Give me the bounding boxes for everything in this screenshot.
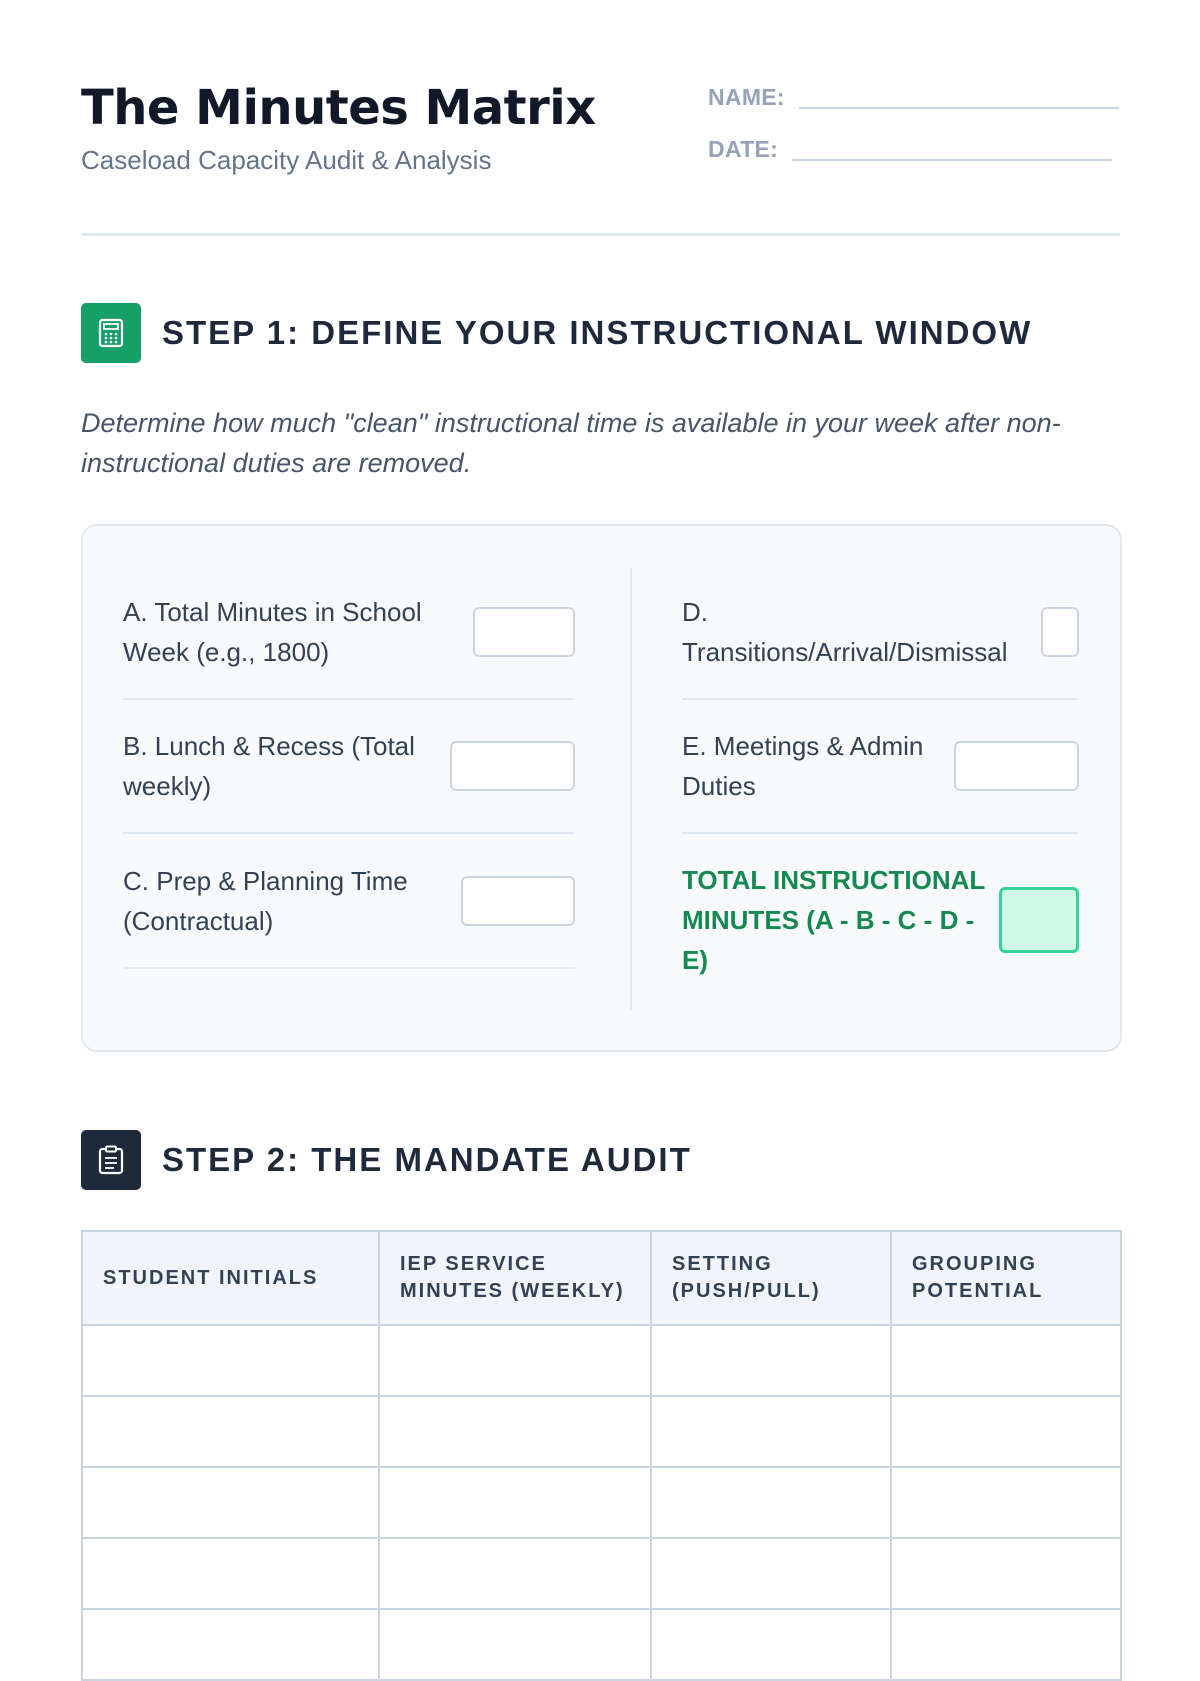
header-divider <box>81 233 1120 236</box>
table-cell[interactable] <box>82 1467 379 1538</box>
field-prep-planning <box>123 835 575 969</box>
table-cell[interactable] <box>82 1538 379 1609</box>
field-total-minutes-label: A. Total Minutes in School Week (e.g., 1800) <box>123 597 422 667</box>
field-lunch-recess <box>123 700 575 834</box>
table-cell[interactable] <box>379 1609 651 1680</box>
table-row <box>82 1538 1121 1609</box>
table-row <box>82 1396 1121 1467</box>
field-prep-planning-label: C. Prep & Planning Time (Contractual) <box>123 866 408 936</box>
step1-heading <box>81 303 1032 363</box>
table-cell[interactable] <box>891 1467 1121 1538</box>
page-title: The Minutes Matrix <box>81 80 596 136</box>
table-cell[interactable] <box>379 1325 651 1396</box>
date-field <box>708 136 1112 163</box>
field-meetings-admin-input[interactable] <box>954 741 1079 791</box>
mandate-audit-table <box>81 1230 1122 1681</box>
step1-title: STEP 1: DEFINE YOUR INSTRUCTIONAL WINDOW <box>162 314 1033 351</box>
page-subtitle: Caseload Capacity Audit & Analysis <box>81 145 492 175</box>
table-cell[interactable] <box>82 1609 379 1680</box>
table-cell[interactable] <box>651 1467 891 1538</box>
table-cell[interactable] <box>651 1325 891 1396</box>
date-label: DATE: <box>708 136 779 162</box>
field-lunch-recess-label: B. Lunch & Recess (Total weekly) <box>123 731 415 801</box>
table-cell[interactable] <box>82 1396 379 1467</box>
total-instructional-label: TOTAL INSTRUCTIONAL MINUTES (A - B - C - D - E) <box>682 865 985 975</box>
field-transitions-input[interactable] <box>1041 607 1079 657</box>
step2-title: STEP 2: THE MANDATE AUDIT <box>162 1141 692 1178</box>
table-cell[interactable] <box>891 1609 1121 1680</box>
name-label: NAME: <box>708 84 785 110</box>
table-cell[interactable] <box>891 1396 1121 1467</box>
field-lunch-recess-input[interactable] <box>450 741 575 791</box>
field-transitions <box>682 566 1079 700</box>
table-cell[interactable] <box>82 1325 379 1396</box>
table-cell[interactable] <box>379 1396 651 1467</box>
column-header-setting: SETTING (PUSH/PULL) <box>651 1231 891 1325</box>
table-row <box>82 1325 1121 1396</box>
date-input-line[interactable] <box>792 159 1112 161</box>
name-field <box>708 84 1119 111</box>
name-input-line[interactable] <box>799 107 1119 109</box>
field-prep-planning-input[interactable] <box>461 876 575 926</box>
field-meetings-admin-label: E. Meetings & Admin Duties <box>682 731 924 801</box>
table-cell[interactable] <box>651 1609 891 1680</box>
field-total-minutes <box>123 566 575 700</box>
field-meetings-admin <box>682 700 1079 834</box>
table-cell[interactable] <box>891 1325 1121 1396</box>
step2-heading <box>81 1130 692 1190</box>
table-cell[interactable] <box>651 1538 891 1609</box>
table-cell[interactable] <box>651 1396 891 1467</box>
table-cell[interactable] <box>379 1467 651 1538</box>
table-header-row <box>82 1231 1121 1325</box>
instructional-window-calculator <box>81 524 1122 1052</box>
table-cell[interactable] <box>379 1538 651 1609</box>
table-cell[interactable] <box>891 1538 1121 1609</box>
calculator-icon <box>81 303 141 363</box>
table-row <box>82 1609 1121 1680</box>
field-total-minutes-input[interactable] <box>473 607 575 657</box>
column-header-grouping: GROUPING POTENTIAL <box>891 1231 1121 1325</box>
table-row <box>82 1467 1121 1538</box>
field-total-instructional <box>682 850 1079 990</box>
column-divider <box>630 568 632 1010</box>
field-transitions-label: D. Transitions/Arrival/Dismissal <box>682 597 1008 667</box>
total-instructional-input[interactable] <box>999 887 1079 953</box>
step1-intro: Determine how much "clean" instructional time is available in your week after non-instructional duties are removed. <box>81 408 1061 478</box>
column-header-iep-minutes: IEP SERVICE MINUTES (WEEKLY) <box>379 1231 651 1325</box>
clipboard-icon <box>81 1130 141 1190</box>
column-header-student-initials: STUDENT INITIALS <box>82 1231 379 1325</box>
